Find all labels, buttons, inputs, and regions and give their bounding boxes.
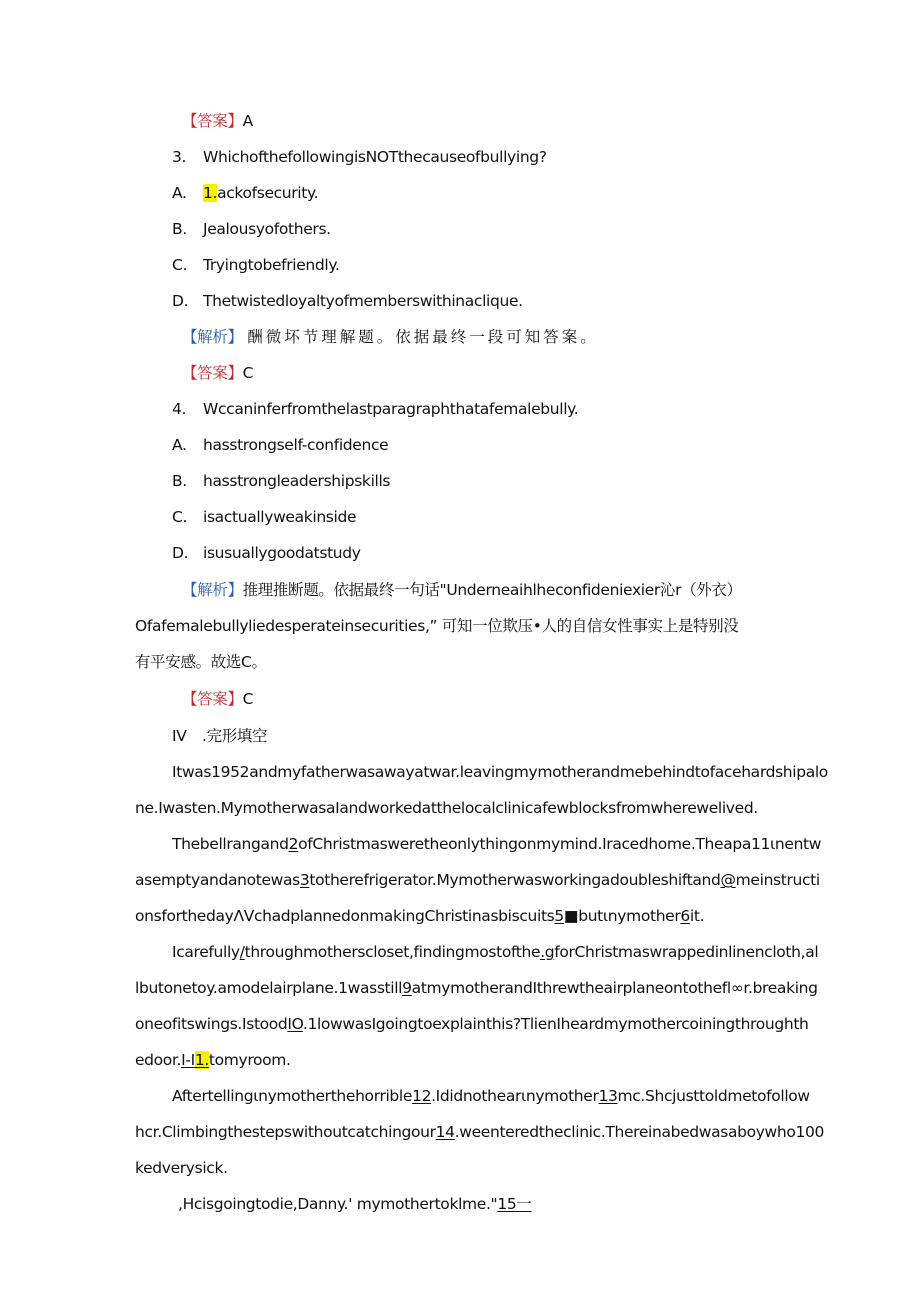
analysis-text: 推理推断题。依据最终一句话"Underneaihlheconfideniexier沁r（外衣） xyxy=(242,581,742,599)
analysis-text: 酬微坏节理解题。依据最终一段可知答案。 xyxy=(247,328,599,346)
passage-text: hcr.Climbingthestepswithoutcatchingour xyxy=(135,1123,436,1141)
option-text: isactuallyweakinside xyxy=(203,508,357,526)
passage-text: atmymotherandIthrewtheairplaneontothefl∞r.breaking xyxy=(411,979,818,997)
analysis-text: 有平安感。故选C。 xyxy=(135,653,267,671)
option-text: ackofsecurity. xyxy=(217,184,319,202)
passage-text: asemptyandanotewas xyxy=(135,871,300,889)
passage-line xyxy=(135,869,820,891)
q3-analysis xyxy=(182,326,599,348)
passage-text: .1lowwasIgoingtoexplainthis?TlienIheardmymothercoiningthroughth xyxy=(302,1015,809,1033)
q3-answer xyxy=(182,362,253,384)
answer-line xyxy=(182,110,253,132)
blank-number: 15一 xyxy=(497,1195,532,1213)
blank-number: 13 xyxy=(598,1087,618,1105)
question-number: 3. xyxy=(172,148,187,166)
q4-answer xyxy=(182,688,253,710)
question-3 xyxy=(172,146,547,168)
answer-tag: 【答案】 xyxy=(182,690,243,708)
q3-option-d xyxy=(172,290,523,312)
passage-text: ■butιnymother xyxy=(563,907,681,925)
option-letter: C. xyxy=(172,256,188,274)
option-text: Jealousyofothers. xyxy=(203,220,331,238)
question-4 xyxy=(172,398,578,420)
option-text: isusuallygoodatstudy xyxy=(203,544,361,562)
passage-line xyxy=(135,977,818,999)
passage-line xyxy=(172,833,821,855)
option-letter: B. xyxy=(172,472,187,490)
passage-line xyxy=(178,1193,532,1215)
highlighted-text: 1. xyxy=(203,184,218,202)
passage-text: onsforthedayΛVchadplannedonmakingChristinasbiscuits xyxy=(135,907,555,925)
analysis-tag: 【解析】 xyxy=(182,328,243,346)
blank-number: IO xyxy=(287,1015,303,1033)
option-letter: B. xyxy=(172,220,187,238)
passage-line xyxy=(135,1121,824,1143)
passage-text: mymothertoklme." xyxy=(356,1195,498,1213)
passage-text: oneofitswings.Istood xyxy=(135,1015,288,1033)
passage-text: totherefrigerator.Mymotherwasworkingadoubleshiftand xyxy=(309,871,721,889)
passage-line xyxy=(172,941,818,963)
q4-option-c xyxy=(172,506,356,528)
question-number: 4. xyxy=(172,400,187,418)
blank-number: .g xyxy=(540,943,555,961)
passage-text: it. xyxy=(689,907,705,925)
passage-text: ,Hcisgoingtodie,Danny.' xyxy=(178,1195,353,1213)
q4-analysis-line-3 xyxy=(135,651,267,673)
blank-number: 14 xyxy=(435,1123,455,1141)
blank-number: I-I xyxy=(181,1051,195,1069)
passage-line xyxy=(135,797,758,819)
option-letter: A. xyxy=(172,184,187,202)
passage-text: Thebellrangand xyxy=(172,835,289,853)
option-text: hasstrongleadershipskills xyxy=(203,472,391,490)
passage-line xyxy=(135,1013,809,1035)
passage-text: Icarefully xyxy=(172,943,240,961)
q4-option-a xyxy=(172,434,388,456)
passage-text: kedverysick. xyxy=(135,1159,228,1177)
question-text: WhichofthefollowingisNOTthecauseofbullying? xyxy=(203,148,547,166)
highlighted-text: 1. xyxy=(194,1051,209,1069)
section-heading xyxy=(172,725,267,747)
passage-text: meinstructi xyxy=(735,871,820,889)
q3-option-b xyxy=(172,218,331,240)
answer-tag: 【答案】 xyxy=(182,364,243,382)
passage-text: ofChristmasweretheonlythingonmymind.Iracedhome.Theapa11ιnentw xyxy=(298,835,822,853)
option-letter: A. xyxy=(172,436,187,454)
q4-option-b xyxy=(172,470,390,492)
passage-text: Aftertellingιnymotherthehorrible xyxy=(172,1087,413,1105)
blank-number: 6 xyxy=(680,907,690,925)
passage-text: Itwas1952andmyfatherwasawayatwar.leavingmymotherandmebehindtofacehardshipalo xyxy=(172,763,828,781)
passage-text: ne.Iwasten.MymotherwasaIandworkedatthelocalclinicafewblocksfromwherewelived. xyxy=(135,799,758,817)
section-roman: IV xyxy=(172,727,187,745)
option-text: Tryingtobefriendly. xyxy=(203,256,340,274)
blank-number: 2 xyxy=(288,835,299,853)
answer-tag: 【答案】 xyxy=(182,112,243,130)
answer-value: C xyxy=(242,690,254,708)
blank-number: / xyxy=(239,943,245,961)
answer-value: A xyxy=(242,112,253,130)
option-text: hasstrongself-confidence xyxy=(203,436,389,454)
passage-text: .Ididnothearιnymother xyxy=(431,1087,599,1105)
blank-number: 12 xyxy=(412,1087,432,1105)
analysis-text: Ofafemalebullyliedesperateinsecurities,” 可知一位欺压•人的自信女性事实上是特别没 xyxy=(135,617,739,635)
question-text: Wccaninferfromthelastparagraphthatafemalebully. xyxy=(203,400,579,418)
passage-line xyxy=(135,1049,291,1071)
option-text: Thetwistedloyaltyofmemberswithinaclique. xyxy=(203,292,523,310)
q4-analysis-line-1 xyxy=(182,579,742,601)
option-letter: C. xyxy=(172,508,188,526)
passage-line xyxy=(135,1157,228,1179)
passage-text: .weenteredtheclinic.Thereinabedwasaboywho100 xyxy=(454,1123,825,1141)
blank-number: @ xyxy=(720,871,736,889)
blank-number: 9 xyxy=(402,979,412,997)
passage-line xyxy=(172,761,828,783)
q4-option-d xyxy=(172,542,361,564)
passage-line xyxy=(172,1085,810,1107)
passage-text: throughmotherscloset,findingmostofthe xyxy=(244,943,541,961)
section-title: .完形填空 xyxy=(202,727,268,745)
option-letter: D. xyxy=(172,544,189,562)
passage-text: tomyroom. xyxy=(208,1051,291,1069)
answer-value: C xyxy=(242,364,254,382)
blank-number: 5 xyxy=(554,907,564,925)
analysis-tag: 【解析】 xyxy=(182,581,243,599)
passage-text: lbutonetoy.amodelairplane.1wasstill xyxy=(135,979,403,997)
blank-number: 3 xyxy=(299,871,310,889)
option-letter: D. xyxy=(172,292,189,310)
q4-analysis-line-2 xyxy=(135,615,738,637)
passage-line xyxy=(135,905,704,927)
passage-text: forChristmaswrappedinlinencloth,al xyxy=(554,943,819,961)
passage-text: edoor. xyxy=(135,1051,182,1069)
q3-option-a xyxy=(172,182,318,204)
passage-text: mc.Shcjusttoldmetofollow xyxy=(617,1087,810,1105)
q3-option-c xyxy=(172,254,340,276)
